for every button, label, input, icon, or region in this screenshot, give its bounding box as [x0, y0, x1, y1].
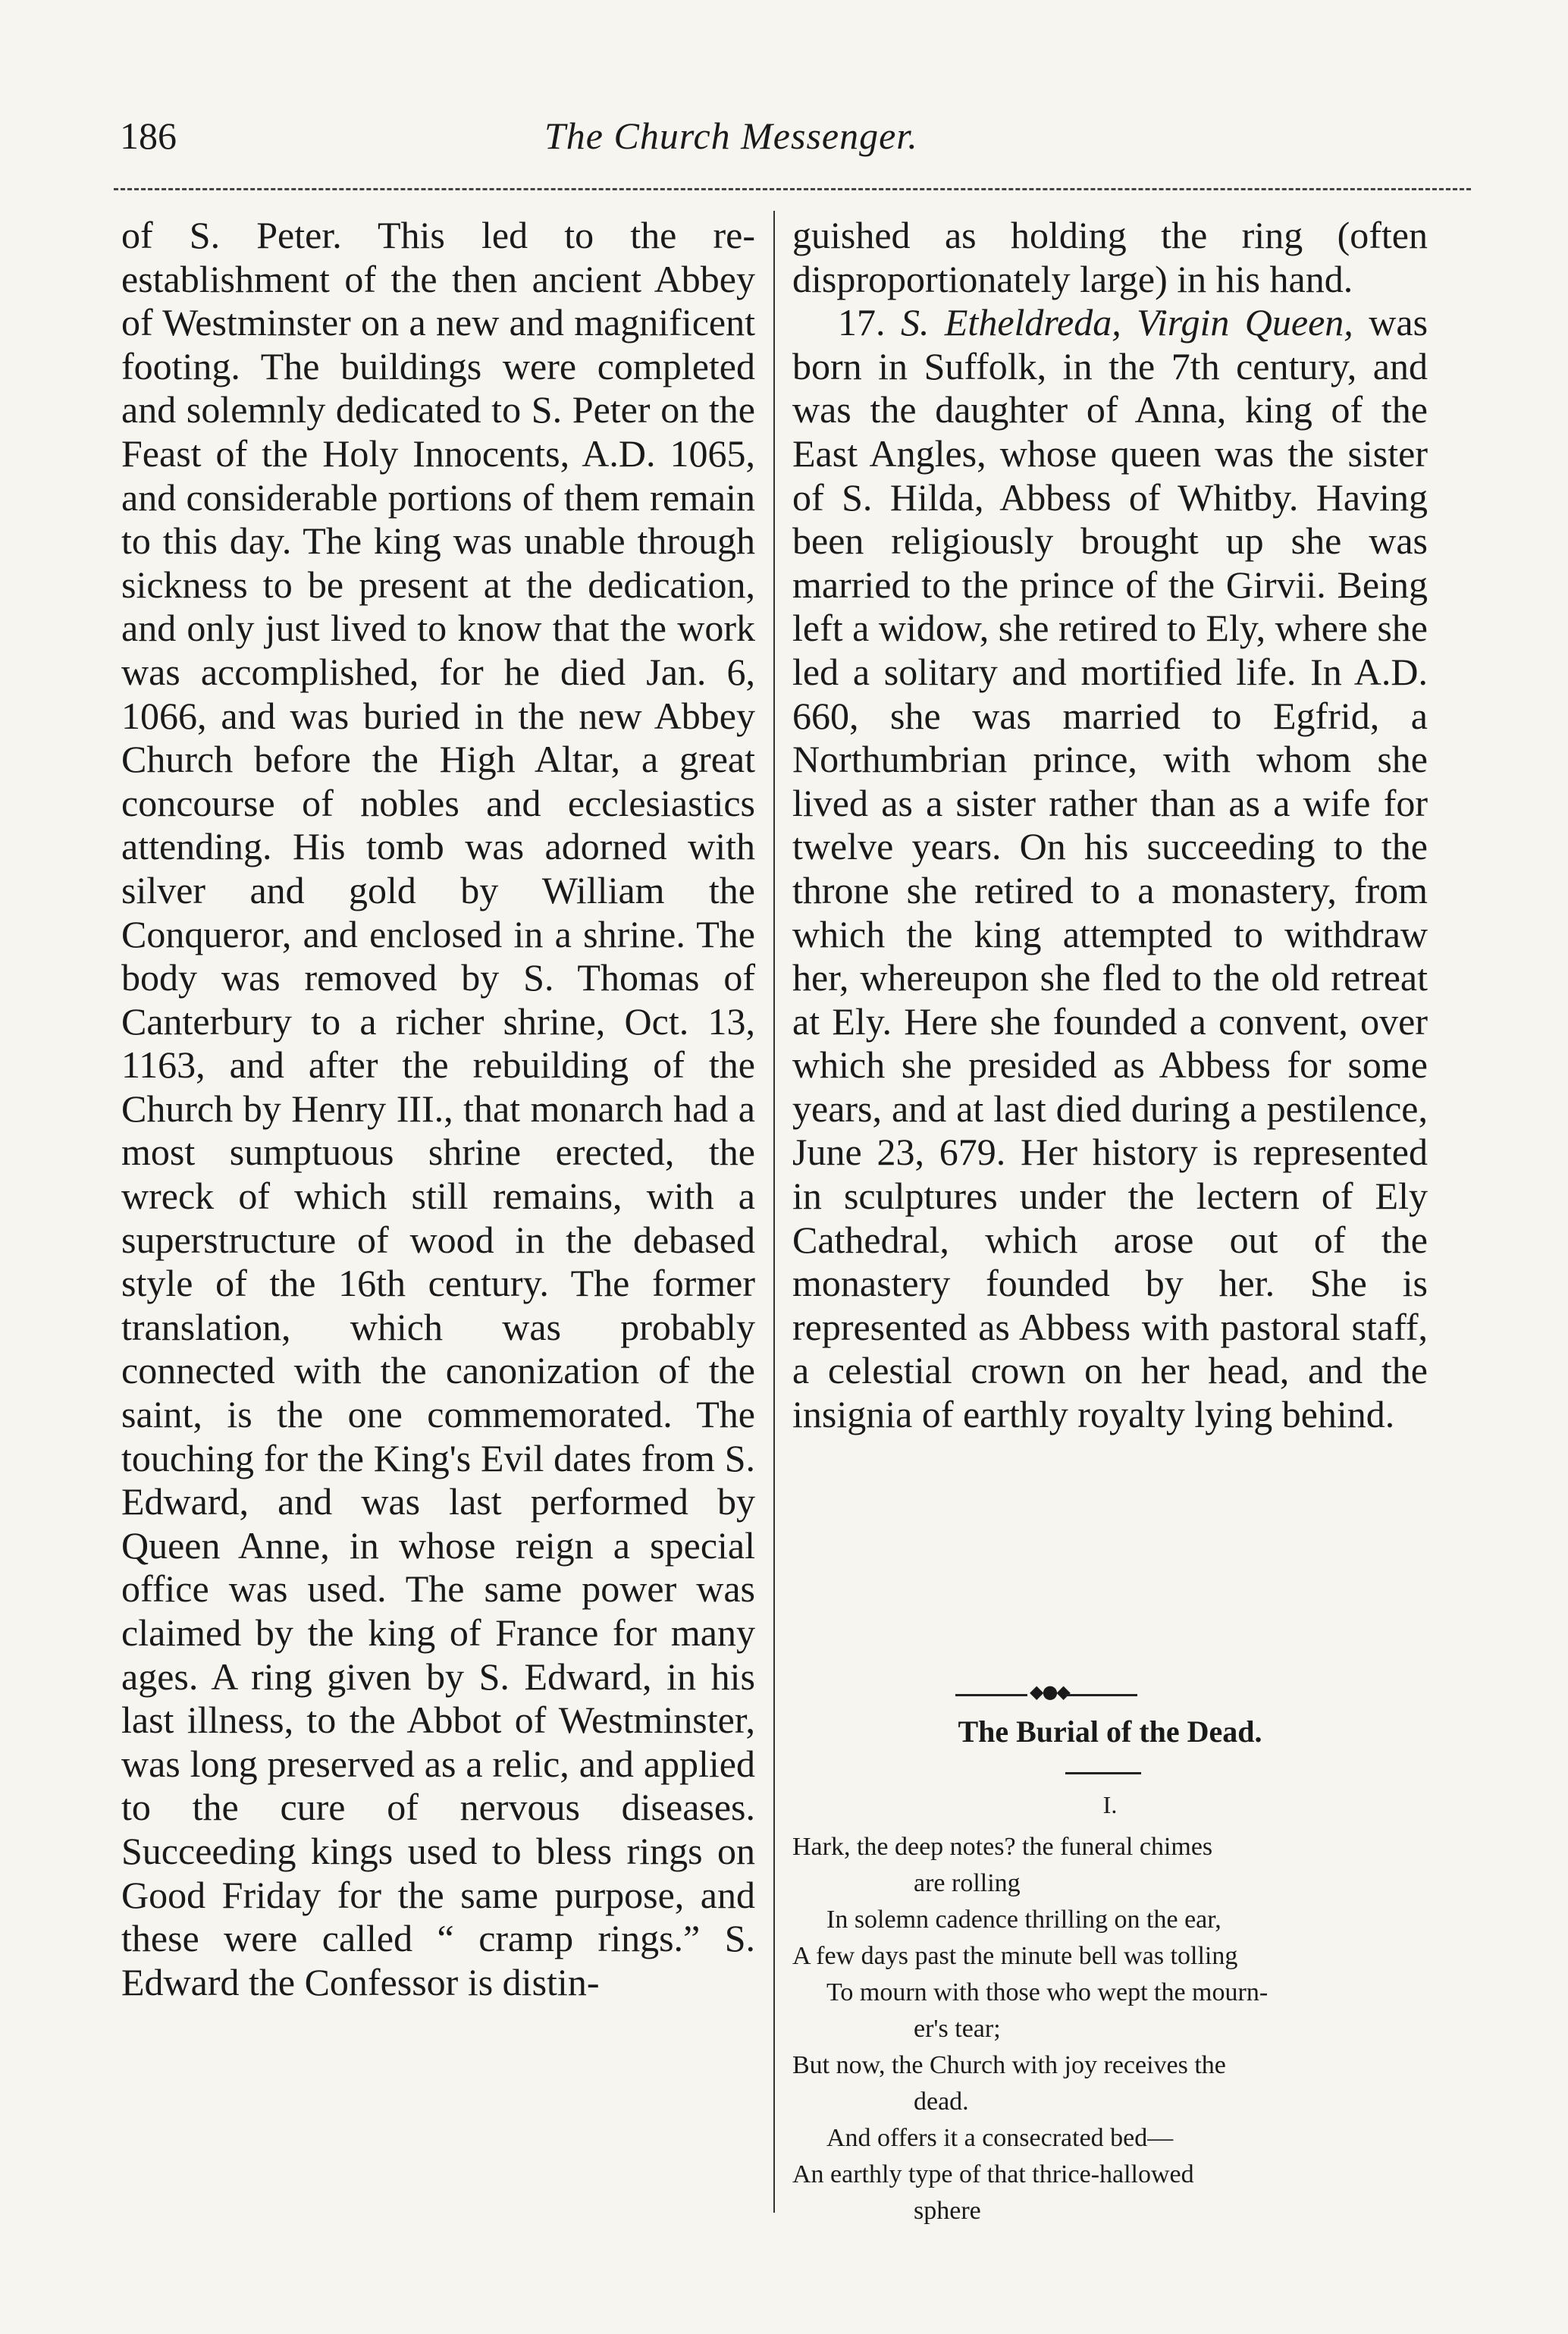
poem-line: er's tear; — [914, 2015, 1001, 2043]
page-header — [120, 114, 1469, 167]
continuation-text: guished as holding the ring (often disproportionately large) in his hand. — [792, 214, 1428, 300]
poem-line: To mourn with those who wept the mourn- — [826, 1978, 1269, 2006]
running-title: The Church Messenger. — [544, 115, 918, 157]
entry-text: was born in Suffolk, in the 7th century, and was the daughter of Anna, king of the East Angles, whose queen was the sister of S. Hilda, Abbess of Whitby. Having been religiously brought up she was married to the prince of the Girvii. Being left a widow, she retired to Ely, where she led a solitary and mortified life. In A.D. 660, she was married to Egfrid, a Northumbrian prince, with whom she lived as a sister rather than as a wife for twelve years. On his succeeding to the throne she retired to a monastery, from which the king attempted to withdraw her, whereupon she fled to the old retreat at Ely. Here she founded a convent, over which she presided as Abbess for some years, and at last died during a pestilence, June 23, 679. Her history is represented in sculptures under the lectern of Ely Cathedral, which arose out of the monastery founded by her. She is represented as Abbess with pastoral staff, a celestial crown on her head, and the insignia of earthly royalty lying behind. — [792, 301, 1428, 1436]
poem-title: The Burial of the Dead. — [958, 1714, 1262, 1749]
entry-number: 17. — [838, 301, 886, 344]
page-number: 186 — [120, 115, 177, 157]
right-column — [792, 214, 1428, 1437]
poem-line: An earthly type of that thrice-hallowed — [792, 2160, 1194, 2188]
poem-line: Hark, the deep notes? the funeral chimes — [792, 1833, 1213, 1861]
poem-line: sphere — [914, 2197, 981, 2225]
left-column-text: of S. Peter. This led to the re-establishment of the then ancient Abbey of Westminster on a new and magnificent footing. The buildings were completed and solemnly dedicated to S. Peter on the Feast of the Holy Innocents, A.D. 1065, and considerable portions of them remain to this day. The king was unable through sickness to be present at the dedication, and only just lived to know that the work was accomplished, for he died Jan. 6, 1066, and was buried in the new Abbey Church before the High Altar, a great concourse of nobles and ecclesiastics attending. His tomb was adorned with silver and gold by William the Conqueror, and enclosed in a shrine. The body was removed by S. Thomas of Canterbury to a richer shrine, Oct. 13, 1163, and after the rebuilding of the Church by Henry III., that monarch had a most sumptuous shrine erected, the wreck of which still remains, with a superstructure of wood in the debased style of the 16th century. The former translation, which was probably connected with the canonization of the saint, is the one commemorated. The touching for the King's Evil dates from S. Edward, and was last performed by Queen Anne, in whose reign a special office was used. The same power was claimed by the king of France for many ages. A ring given by S. Edward, in his last illness, to the Abbot of Westminster, was long preserved as a relic, and applied to the cure of nervous diseases. Succeeding kings used to bless rings on Good Friday for the same purpose, and these were called “ cramp rings.” S. Edward the Confessor is distin- — [121, 214, 755, 2003]
poem-line: And offers it a consecrated bed— — [826, 2124, 1174, 2152]
poem-line: In solemn cadence thrilling on the ear, — [826, 1906, 1221, 1934]
header-rule — [114, 188, 1471, 190]
poem-line: dead. — [914, 2088, 969, 2116]
section-ornament: ◆●◆ — [955, 1687, 1137, 1702]
poem-line: But now, the Church with joy receives the — [792, 2051, 1226, 2079]
column-divider — [773, 211, 775, 2213]
poem-line: A few days past the minute bell was tolling — [792, 1942, 1238, 1970]
poem-section-number: I. — [1102, 1791, 1118, 1818]
poem-body — [792, 1829, 1429, 2229]
poem-title-rule — [1065, 1772, 1141, 1774]
entry-heading: S. Etheldreda, Virgin Queen, — [900, 301, 1353, 344]
entry-paragraph — [792, 301, 1428, 1436]
left-column — [121, 214, 755, 2004]
poem-line: are rolling — [914, 1869, 1021, 1897]
